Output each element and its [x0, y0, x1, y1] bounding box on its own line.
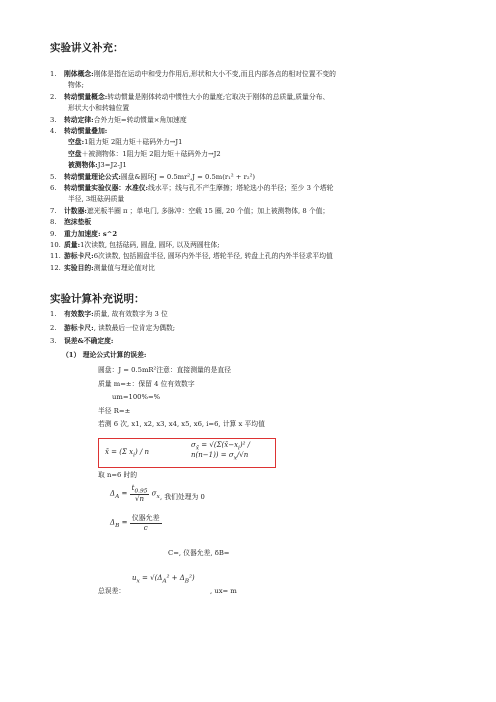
section1-title: 实验讲义补充： [50, 42, 124, 54]
n6-note: 取 n=6 时的 [98, 471, 138, 479]
item-text: 测量值与理论值对比 [93, 263, 155, 272]
item-label: 转动定律: [64, 115, 94, 124]
calc-line: 圆盘：J = 0.5mR²注意：直接测量的是直径 [98, 366, 231, 374]
calc-line: 半径 R=± [98, 406, 131, 415]
item-label: 刚体概念: [64, 70, 94, 78]
list-item [50, 241, 220, 250]
item-label: 实验目的: [64, 263, 94, 272]
item-text: 1阻力矩 2阻力矩＋砝码外力→J1 [84, 138, 183, 147]
item-text: 合外力矩=转动惯量×角加速度 [93, 115, 187, 124]
total-error-formula: $u_x = √(\Delta_A^2 + \Delta_B^2)$ [132, 574, 195, 585]
list-item [68, 81, 84, 90]
list-item [50, 324, 175, 333]
list-item [50, 310, 168, 319]
item-text: 质量, 故有效数字为 3 位 [93, 310, 168, 318]
item-number: 7. [50, 206, 57, 215]
item-number: 1. [50, 70, 57, 78]
list-item [68, 195, 124, 204]
item-number: 3. [50, 337, 57, 345]
total-error-note: , ux= m [210, 587, 237, 595]
calc-line: 质量 m=±：保留 4 位有效数字 [98, 379, 195, 388]
item-number: 1. [50, 310, 57, 318]
delta-b-numerator: 仪器允差 [131, 514, 160, 522]
item-number: 2. [50, 92, 57, 101]
item-text: 圆盘&圆环J = 0.5mr²,J = 0.5m(r₁² + r₂²) [120, 172, 255, 181]
item-text: 6次读数, 包括圆盘半径, 圆环内外半径, 塔轮半径, 转盘上孔的内外半径求平均值 [93, 252, 333, 261]
item-label: 误差&不确定度: [64, 337, 114, 345]
item-label: 游标卡尺: [64, 252, 94, 261]
list-item [50, 207, 329, 216]
delta-b-denominator: c [143, 524, 148, 532]
calc-line: 若测 6 次, x1, x2, x3, x4, x5, x6, i=6, 计算 x 平均值 [98, 420, 265, 428]
calc-line: um=100%=% [112, 393, 161, 401]
item-label: 转动惯量概念: [64, 92, 108, 101]
item-text: 刚体是指在运动中和受力作用后,形状和大小不变,而且内部各点的相对位置不变的 [93, 70, 336, 78]
list-item [68, 150, 221, 159]
list-item [50, 252, 333, 261]
item-number: 10. [50, 241, 61, 249]
item-number: 11. [50, 252, 61, 261]
item-number: 9. [50, 229, 57, 238]
delta-b-note: C=, 仪器允差, δB= [168, 549, 230, 557]
list-item [50, 70, 336, 79]
item-label: 游标卡尺: [64, 323, 94, 332]
item-text: 物体; [68, 81, 84, 90]
item-label: 重力加速度: s^2 [64, 229, 118, 238]
item-text: 遮光板半圈 π ；单电门, 多脉冲：空载 15 圈, 20 个值；加上被测物体, 8 个值； [86, 206, 330, 215]
list-item [50, 264, 155, 273]
list-item [50, 93, 329, 102]
item-text: J3=J2-J1 [97, 161, 127, 170]
item-text: , 读数最后一位肯定为偶数; [93, 323, 176, 332]
item-number: 8. [50, 218, 57, 227]
item-number: 5. [50, 172, 57, 181]
item-text: 转动惯量是刚体转动中惯性大小的量度;它取决于刚体的总质量,质量分布、 [107, 92, 330, 101]
item-label: 转动惯量实验仪器：水准仪: [64, 184, 149, 192]
item-text: ＋被测物体：1阻力矩 2阻力矩＋砝码外力→J2 [81, 149, 221, 158]
item-label: 空盘 [68, 149, 82, 158]
delta-a-note: , 我们处理为 0 [160, 493, 205, 501]
item-number: 4. [50, 127, 57, 135]
list-item [50, 116, 187, 125]
item-number: 12. [50, 263, 61, 272]
list-item [68, 104, 129, 113]
item-label: 有效数字: [64, 310, 94, 318]
item-label: 计数器: [64, 206, 87, 215]
item-label: 泡沫垫板 [64, 218, 92, 227]
list-item [50, 230, 117, 239]
list-item [68, 138, 182, 147]
section2-title: 实验计算补充说明： [50, 293, 145, 305]
subsection-title: （1） 理论公式计算的误差: [62, 351, 147, 359]
item-text: 线水平；线与孔不产生摩擦；塔轮选小的半径；至少 3 个塔轮 [148, 184, 334, 192]
item-number: 6. [50, 184, 57, 192]
item-number: 2. [50, 323, 57, 332]
delta-b-formula: $\Delta_B$ = $\frac{\text{仪器允差}}{c}$ [110, 514, 160, 532]
item-label: 质量: [64, 241, 81, 249]
delta-a-formula: $\Delta_A$ = $\frac{t_{0.95}}{√n}$ $\sigma_x$ [110, 484, 160, 504]
item-text: 形状大小和转轴位置 [68, 104, 130, 113]
list-item [50, 184, 333, 193]
list-item [50, 173, 255, 182]
item-number: 3. [50, 115, 57, 124]
item-text: 半径, 3组砝码质量 [68, 195, 125, 204]
item-label: 空盘: [68, 138, 85, 147]
list-item [68, 161, 127, 170]
mean-stddev-formula: x̄ = (Σ $x_i$) / n $\sigma_{x̄}$ = $√(\Sigma(x̄-x_i)^2 / n(n-1)) = \sigma_x/√n$ [98, 438, 276, 468]
item-label: 被测物体: [68, 161, 98, 170]
item-label: 转动惯量理论公式: [64, 172, 121, 181]
item-label: 转动惯量叠加: [64, 127, 108, 135]
list-item [50, 337, 113, 346]
item-text: 1次读数, 包括砝码, 圆盘, 圆环, 以及两圆柱体; [80, 241, 220, 249]
total-error-label: 总误差： [98, 587, 126, 595]
list-item [50, 127, 107, 136]
list-item [50, 218, 91, 227]
